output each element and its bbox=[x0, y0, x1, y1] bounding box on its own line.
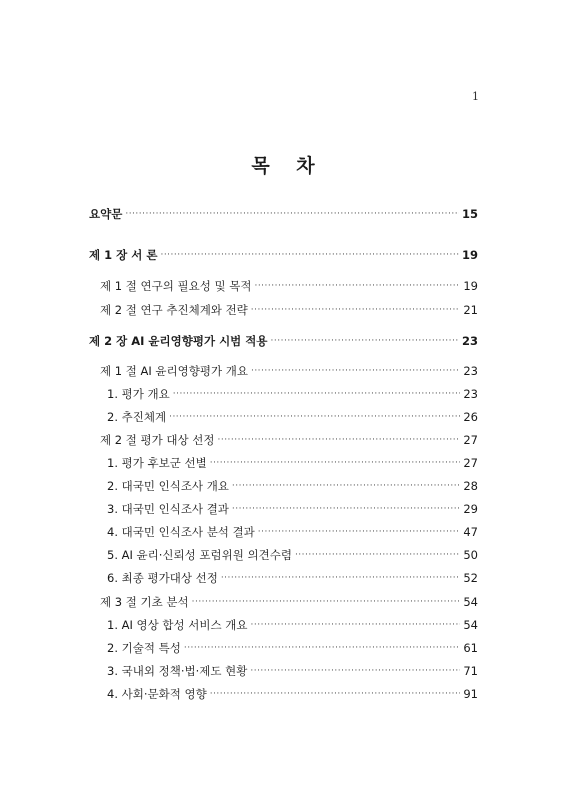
toc-entry-label: 1. 평가 개요 bbox=[107, 387, 170, 401]
leader-dots bbox=[173, 386, 461, 402]
toc-entry[interactable] bbox=[89, 333, 478, 349]
toc-entry-page: 23 bbox=[463, 364, 478, 378]
leader-dots bbox=[251, 617, 461, 633]
leader-dots bbox=[250, 663, 460, 679]
leader-dots bbox=[251, 363, 460, 379]
toc-entry-label: 1. 평가 후보군 선별 bbox=[107, 456, 207, 470]
toc-entry-label: 2. 대국민 인식조사 개요 bbox=[107, 479, 229, 493]
toc-entry-page: 61 bbox=[463, 641, 478, 655]
toc-entry-page: 19 bbox=[463, 279, 478, 293]
toc-entry-page: 71 bbox=[463, 664, 478, 678]
page-number: 1 bbox=[472, 90, 479, 103]
toc-entry[interactable] bbox=[89, 247, 478, 263]
toc-entry-page: 21 bbox=[463, 303, 478, 317]
toc-entry[interactable] bbox=[100, 302, 478, 318]
leader-dots bbox=[258, 524, 461, 540]
toc-entry[interactable] bbox=[107, 524, 478, 540]
toc-entry[interactable] bbox=[107, 617, 478, 633]
toc-entry-label: 2. 추진체계 bbox=[107, 410, 167, 424]
toc-entry-label: 3. 국내외 정책·법·제도 현황 bbox=[107, 664, 248, 678]
toc-entry[interactable] bbox=[107, 501, 478, 517]
toc-entry-page: 47 bbox=[463, 525, 478, 539]
toc-entry-label: 2. 기술적 특성 bbox=[107, 641, 181, 655]
leader-dots bbox=[192, 594, 461, 610]
toc-entry-page: 29 bbox=[463, 502, 478, 516]
leader-dots bbox=[251, 302, 461, 318]
toc-entry[interactable] bbox=[100, 363, 478, 379]
toc-entry[interactable] bbox=[107, 455, 478, 471]
leader-dots bbox=[232, 478, 460, 494]
toc-entry-page: 27 bbox=[463, 433, 478, 447]
toc-entry-label: 제 2 절 연구 추진체계와 전략 bbox=[100, 303, 248, 317]
toc-entry-label: 제 1 절 연구의 필요성 및 목적 bbox=[100, 279, 252, 293]
leader-dots bbox=[160, 247, 459, 263]
toc-entry-page: 23 bbox=[461, 334, 478, 348]
toc-entry-page: 26 bbox=[463, 410, 478, 424]
toc-entry[interactable] bbox=[89, 206, 478, 222]
toc-title: 목 차 bbox=[251, 155, 325, 177]
toc-entry[interactable] bbox=[107, 547, 478, 563]
leader-dots bbox=[169, 409, 460, 425]
leader-dots bbox=[125, 206, 459, 222]
leader-dots bbox=[271, 333, 459, 349]
leader-dots bbox=[221, 570, 461, 586]
toc-entry-label: 6. 최종 평가대상 선정 bbox=[107, 571, 218, 585]
toc-entry-label: 제 2 절 평가 대상 선정 bbox=[100, 433, 215, 447]
toc-entry-page: 15 bbox=[461, 207, 478, 221]
toc-entry-label: 요약문 bbox=[89, 207, 123, 221]
toc-entry-label: 1. AI 영상 합성 서비스 개요 bbox=[107, 618, 248, 632]
toc-entry-label: 5. AI 윤리·신뢰성 포럼위원 의견수렴 bbox=[107, 548, 292, 562]
toc-entry[interactable] bbox=[107, 686, 478, 702]
toc-entry-page: 54 bbox=[463, 595, 478, 609]
toc-entry-label: 제 2 장 AI 윤리영향평가 시범 적용 bbox=[89, 334, 268, 348]
toc-entry-page: 23 bbox=[463, 387, 478, 401]
toc-entry[interactable] bbox=[107, 409, 478, 425]
toc-entry-label: 3. 대국민 인식조사 결과 bbox=[107, 502, 229, 516]
toc-entry-page: 54 bbox=[463, 618, 478, 632]
toc-entry[interactable] bbox=[107, 570, 478, 586]
toc-entry-label: 4. 대국민 인식조사 분석 결과 bbox=[107, 525, 255, 539]
toc-entry-page: 19 bbox=[461, 248, 478, 262]
toc-entry[interactable] bbox=[107, 663, 478, 679]
toc-entry[interactable] bbox=[100, 278, 478, 294]
leader-dots bbox=[210, 455, 461, 471]
toc-entry-label: 제 3 절 기초 분석 bbox=[100, 595, 189, 609]
leader-dots bbox=[295, 547, 460, 563]
toc-entry-label: 제 1 장 서 론 bbox=[89, 248, 158, 262]
toc-entry-page: 27 bbox=[463, 456, 478, 470]
toc-entry-label: 4. 사회·문화적 영향 bbox=[107, 687, 207, 701]
leader-dots bbox=[232, 501, 460, 517]
toc-entry-page: 52 bbox=[463, 571, 478, 585]
toc-entry[interactable] bbox=[107, 386, 478, 402]
leader-dots bbox=[217, 432, 460, 448]
toc-entry-label: 제 1 절 AI 윤리영향평가 개요 bbox=[100, 364, 248, 378]
toc-entry-page: 91 bbox=[463, 687, 478, 701]
toc-entry[interactable] bbox=[100, 594, 478, 610]
toc-entry[interactable] bbox=[100, 432, 478, 448]
toc-entry[interactable] bbox=[107, 640, 478, 656]
toc-entry-page: 28 bbox=[463, 479, 478, 493]
toc-entry[interactable] bbox=[107, 478, 478, 494]
leader-dots bbox=[184, 640, 461, 656]
leader-dots bbox=[210, 686, 461, 702]
toc-entry-page: 50 bbox=[463, 548, 478, 562]
leader-dots bbox=[254, 278, 460, 294]
